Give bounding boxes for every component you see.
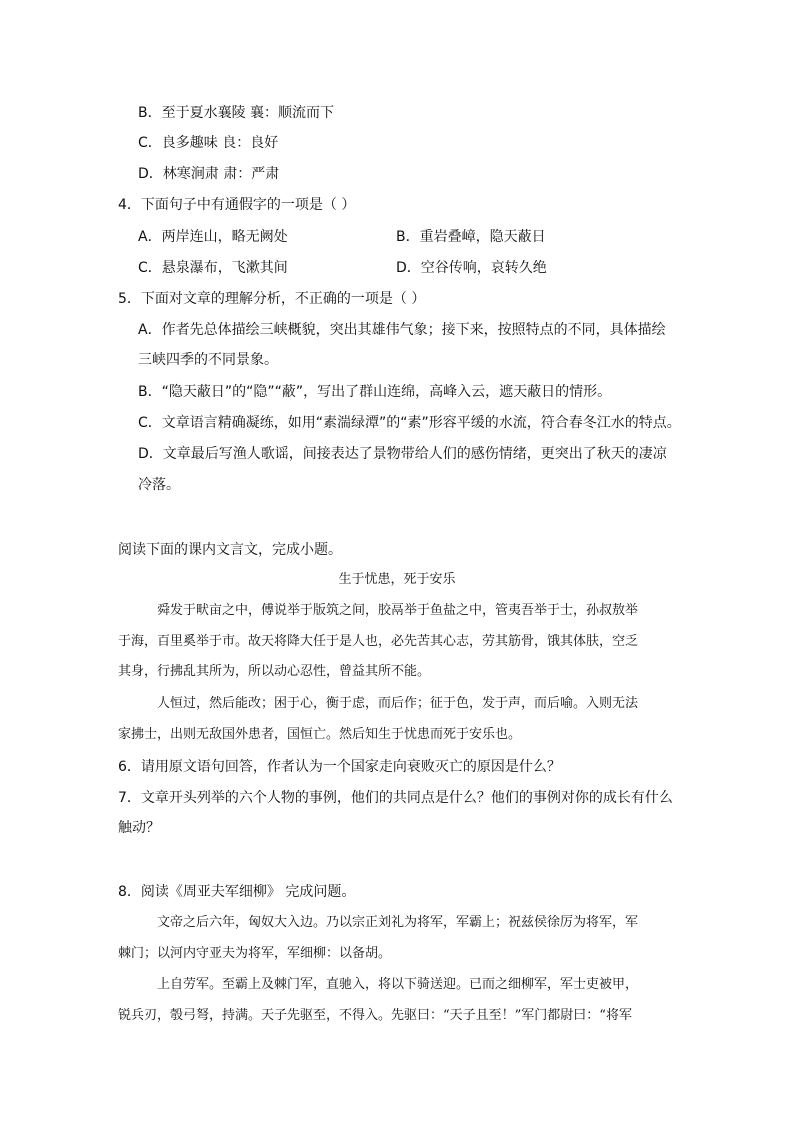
q4-option-c: C．悬泉瀑布，飞漱其间 xyxy=(138,260,288,276)
q5-option-c: C．文章语言精确凝练，如用“素湍绿潭”的“素”形容平缓的水流，符合春冬江水的特点。 xyxy=(138,415,681,431)
q4-option-b: B．重岩叠嶂，隐天蔽日 xyxy=(396,229,546,245)
q8-p1-line1: 文帝之后六年，匈奴大入边。乃以宗正刘礼为将军，军霸上；祝兹侯徐厉为将军，军 xyxy=(157,915,639,930)
passage-p1-line3: 其身，行拂乱其所为，所以动心忍性，曾益其所不能。 xyxy=(118,664,431,679)
q5-option-a-line1: A．作者先总体描绘三峡概貌，突出其雄伟气象；接下来，按照特点的不同，具体描绘 xyxy=(138,322,666,338)
q3-option-b: B．至于夏水襄陵 襄：顺流而下 xyxy=(138,105,335,121)
q8-p2-line2: 锐兵刃，彀弓弩，持满。天子先驱至，不得入。先驱曰：“天子且至！”军门都尉曰：“将军 xyxy=(118,1008,632,1023)
q5-option-d-line1: D．文章最后写渔人歌谣，间接表达了景物带给人们的感伤情绪，更突出了秋天的凄凉 xyxy=(138,446,667,462)
q3-option-d: D．林寒涧肃 肃：严肃 xyxy=(138,166,280,182)
q4-option-d: D．空谷传响，哀转久绝 xyxy=(396,260,547,276)
section2-intro: 阅读下面的课内文言文，完成小题。 xyxy=(118,542,342,558)
passage-p2-line2: 家拂士，出则无敌国外患者，国恒亡。然后知生于忧患而死于安乐也。 xyxy=(118,727,522,742)
passage-title: 生于忧患，死于安乐 xyxy=(338,572,456,587)
passage-p1-line1: 舜发于畎亩之中，傅说举于版筑之间，胶鬲举于鱼盐之中，管夷吾举于士，孙叔敖举 xyxy=(157,603,639,618)
q8-p2-line1: 上自劳军。至霸上及棘门军，直驰入，将以下骑送迎。已而之细柳军，军士吏被甲， xyxy=(157,977,639,992)
q8-stem: 8．阅读《周亚夫军细柳》 完成问题。 xyxy=(118,884,356,900)
q7-line1: 7．文章开头列举的六个人物的事例，他们的共同点是什么？他们的事例对你的成长有什么 xyxy=(118,790,673,806)
q7-line2: 触动？ xyxy=(118,820,160,836)
q5-option-b: B．“隐天蔽日”的“隐”“蔽”，写出了群山连绵，高峰入云，遮天蔽日的情形。 xyxy=(138,384,612,400)
q8-p1-line2: 棘门；以河内守亚夫为将军，军细柳：以备胡。 xyxy=(118,946,392,961)
q4-stem: 4．下面句子中有通假字的一项是（ ） xyxy=(118,197,356,213)
q5-option-a-line2: 三峡四季的不同景象。 xyxy=(138,352,278,368)
q5-stem: 5．下面对文章的理解分析，不正确的一项是（ ） xyxy=(118,291,426,307)
q5-option-d-line2: 冷落。 xyxy=(138,477,180,493)
q4-option-a: A．两岸连山，略无阙处 xyxy=(138,229,288,245)
q3-option-c: C．良多趣味 良：良好 xyxy=(138,135,279,151)
q6-text: 6．请用原文语句回答，作者认为一个国家走向衰败灭亡的原因是什么？ xyxy=(118,759,561,775)
passage-p2-line1: 人恒过，然后能改；困于心，衡于虑，而后作；征于色，发于声，而后喻。入则无法 xyxy=(157,696,639,711)
passage-p1-line2: 于海，百里奚举于市。故天将降大任于是人也，必先苦其心志，劳其筋骨，饿其体肤，空乏 xyxy=(118,634,639,649)
